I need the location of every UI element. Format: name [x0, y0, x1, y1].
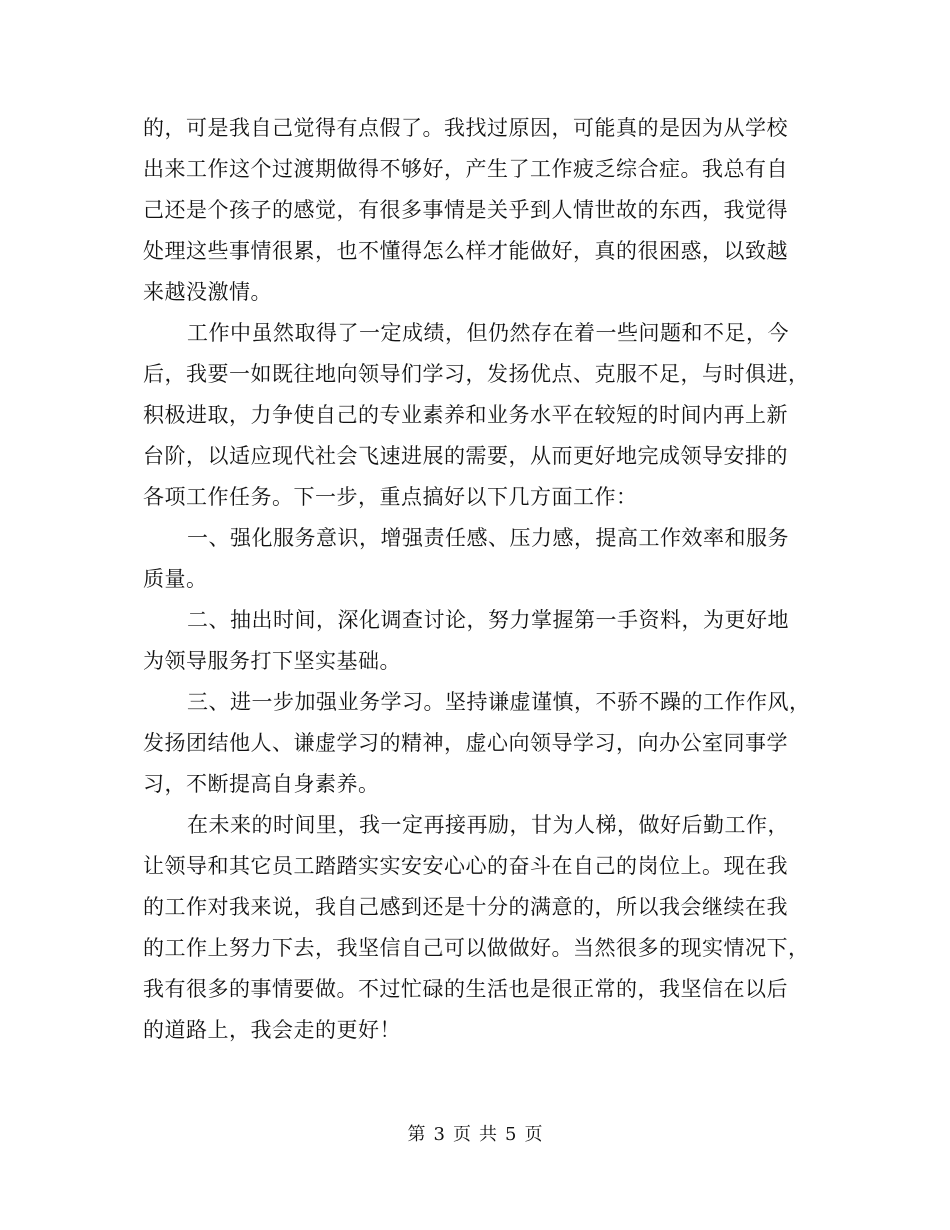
text-line-15: 三、进一步加强业务学习。坚持谦虚谨慎，不骄不躁的工作作风， — [187, 690, 811, 714]
text-line-23: 的道路上，我会走的更好！ — [143, 1018, 401, 1042]
text-line-18: 在未来的时间里，我一定再接再励，甘为人梯，做好后勤工作， — [187, 813, 789, 837]
text-line-17: 习，不断提高自身素养。 — [143, 772, 380, 796]
text-line-1: 的，可是我自己觉得有点假了。我找过原因，可能真的是因为从学校 — [143, 116, 788, 140]
text-line-12: 质量。 — [143, 567, 208, 591]
text-line-8: 积极进取，力争使自己的专业素养和业务水平在较短的时间内再上新 — [143, 403, 788, 427]
text-line-9: 台阶，以适应现代社会飞速进展的需要，从而更好地完成领导安排的 — [143, 444, 788, 468]
text-line-22: 我有很多的事情要做。不过忙碌的生活也是很正常的，我坚信在以后 — [143, 977, 788, 1001]
text-line-2: 出来工作这个过渡期做得不够好，产生了工作疲乏综合症。我总有自 — [143, 157, 788, 181]
text-line-21: 的工作上努力下去，我坚信自己可以做做好。当然很多的现实情况下， — [143, 936, 810, 960]
text-line-16: 发扬团结他人、谦虚学习的精神，虚心向领导学习，向办公室同事学 — [143, 731, 788, 755]
footer-total-pages: 5 — [505, 1124, 517, 1145]
text-line-13: 二、抽出时间，深化调查讨论，努力掌握第一手资料，为更好地 — [187, 608, 789, 632]
text-line-7: 后，我要一如既往地向领导们学习，发扬优点、克服不足，与时俱进， — [143, 362, 810, 386]
text-line-11: 一、强化服务意识，增强责任感、压力感，提高工作效率和服务 — [187, 526, 789, 550]
footer-current-page: 3 — [433, 1124, 445, 1145]
text-line-14: 为领导服务打下坚实基础。 — [143, 649, 401, 673]
text-line-10: 各项工作任务。下一步，重点搞好以下几方面工作： — [143, 485, 638, 509]
footer-suffix: 页 — [524, 1124, 543, 1145]
text-line-6: 工作中虽然取得了一定成绩，但仍然存在着一些问题和不足，今 — [187, 321, 789, 345]
text-line-4: 处理这些事情很累，也不懂得怎么样才能做好，真的很困惑，以致越 — [143, 239, 788, 263]
footer-page-word: 页 — [453, 1124, 471, 1145]
text-line-20: 的工作对我来说，我自己感到还是十分的满意的，所以我会继续在我 — [143, 895, 788, 919]
footer-total-word: 共 — [479, 1124, 497, 1145]
text-line-3: 己还是个孩子的感觉，有很多事情是关乎到人情世故的东西，我觉得 — [143, 198, 788, 222]
text-line-5: 来越没激情。 — [143, 280, 272, 304]
document-body — [143, 108, 811, 1051]
page-footer — [0, 1123, 950, 1147]
text-line-19: 让领导和其它员工踏踏实实安安心心的奋斗在自己的岗位上。现在我 — [143, 854, 788, 878]
footer-prefix: 第 — [407, 1124, 426, 1145]
